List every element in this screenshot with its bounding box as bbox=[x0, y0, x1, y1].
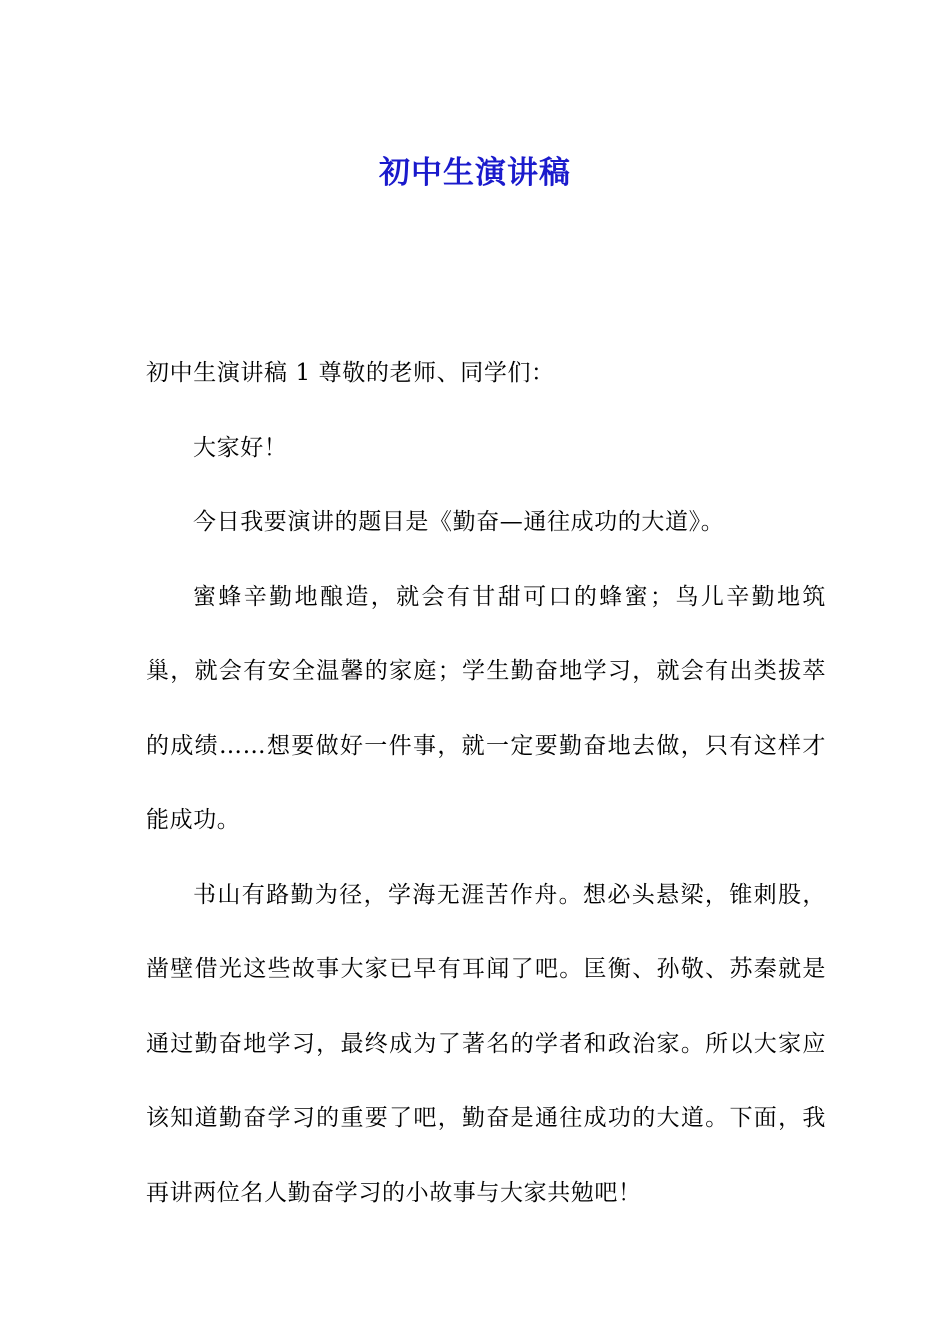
paragraph-topic: 今日我要演讲的题目是《勤奋—通往成功的大道》。 bbox=[193, 509, 725, 535]
document-title: 初中生演讲稿 bbox=[379, 154, 571, 191]
paragraph-opening: 初中生演讲稿 1 尊敬的老师、同学们： bbox=[146, 360, 555, 386]
paragraph-bees: 蜜蜂辛勤地酿造，就会有甘甜可口的蜂蜜；鸟儿辛勤地筑巢，就会有安全温馨的家庭；学生勤奋地学习，就会有出类拔萃的成绩……想要做好一件事，就一定要勤奋地去做，只有这样才能成功。 bbox=[146, 583, 826, 833]
document-body bbox=[146, 336, 826, 1230]
paragraph-greeting: 大家好！ bbox=[193, 434, 288, 461]
paragraph-stories: 书山有路勤为径，学海无涯苦作舟。想必头悬梁，锥刺股，凿壁借光这些故事大家已早有耳闻了吧。匡衡、孙敬、苏秦就是通过勤奋地学习，最终成为了著名的学者和政治家。所以大家应该知道勤奋学习的重要了吧，勤奋是通往成功的大道。下面，我再讲两位名人勤奋学习的小故事与大家共勉吧！ bbox=[146, 881, 826, 1206]
